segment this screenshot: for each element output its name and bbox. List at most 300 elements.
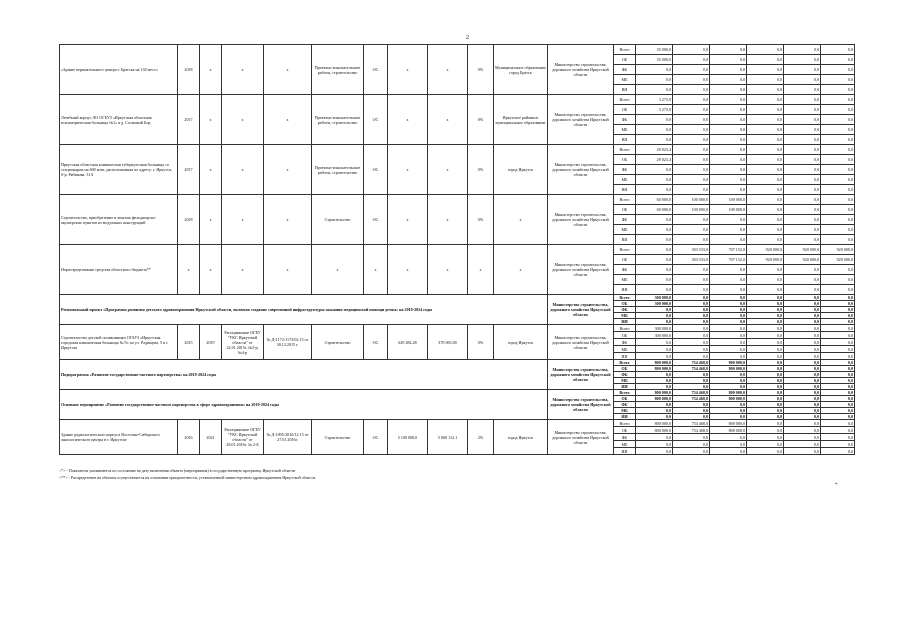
fin-value: 0,0 xyxy=(710,155,747,165)
ministry: Министерство строительства, дорожного хозяйства Иркутской области xyxy=(548,145,614,195)
fin-value: 0,0 xyxy=(821,235,855,245)
fin-value: 920 000,0 xyxy=(747,255,784,265)
fin-value: 0,0 xyxy=(784,275,821,285)
fin-value: 0,0 xyxy=(710,332,747,339)
fin-value: 0,0 xyxy=(710,448,747,455)
fin-value: 0,0 xyxy=(821,105,855,115)
fin-value: 0,0 xyxy=(673,307,710,313)
fin-value: 754 468,0 xyxy=(673,427,710,434)
work-type: х xyxy=(312,245,364,295)
remaining-cost: х xyxy=(428,195,468,245)
fin-value: 0,0 xyxy=(710,295,747,301)
fin-source-label: ИИ xyxy=(614,384,636,390)
fin-value: 0,0 xyxy=(784,165,821,175)
fin-value: 0,0 xyxy=(710,339,747,346)
fin-value: 29 023,4 xyxy=(636,155,673,165)
object-name: Иркутская областная клиническая туберкулезная больница со стационаром на 600 коек, расположенная по адресу: г. Иркутск, б-р. Рябикова, 31А xyxy=(60,145,178,195)
fin-source-label: ФБ xyxy=(614,215,636,225)
fin-value: 0,0 xyxy=(821,360,855,366)
fin-source-label: ИИ xyxy=(614,353,636,360)
fin-value: 0,0 xyxy=(747,353,784,360)
object-name: Лечебный корпус ЛО ОГБУЗ «Иркутская областная психиатрическая больница №1» в д. Сосновый Бор xyxy=(60,95,178,145)
fin-value: 0,0 xyxy=(747,384,784,390)
object-row xyxy=(60,195,855,205)
fin-value: 0,0 xyxy=(636,414,673,420)
fin-value: 0,0 xyxy=(784,301,821,307)
readiness: х xyxy=(468,245,494,295)
fin-value: 0,0 xyxy=(710,135,747,145)
fin-source-label: ФБ xyxy=(614,372,636,378)
fin-value: 0,0 xyxy=(747,346,784,353)
fin-value: 0,0 xyxy=(747,366,784,372)
corner-mark: * xyxy=(835,483,838,488)
fin-value: 0,0 xyxy=(784,390,821,396)
fin-value: 0,0 xyxy=(821,402,855,408)
fin-value: 0,0 xyxy=(747,295,784,301)
fin-value: 0,0 xyxy=(636,85,673,95)
fin-value: 0,0 xyxy=(747,360,784,366)
fin-value: 0,0 xyxy=(636,319,673,325)
fin-value: 0,0 xyxy=(673,384,710,390)
fin-value: 0,0 xyxy=(747,125,784,135)
ministry: Министерство строительства, дорожного хозяйства Иркутской области xyxy=(548,245,614,295)
fin-value: 0,0 xyxy=(821,346,855,353)
fin-value: 0,0 xyxy=(636,225,673,235)
ownership: ОС xyxy=(364,195,388,245)
fin-value: 0,0 xyxy=(710,402,747,408)
fin-value: 0,0 xyxy=(710,378,747,384)
fin-source-label: МБ xyxy=(614,125,636,135)
fin-value: 0,0 xyxy=(747,313,784,319)
fin-source-label: ИИ xyxy=(614,414,636,420)
fin-value: 0,0 xyxy=(710,441,747,448)
fin-value: 0,0 xyxy=(821,175,855,185)
end-year: х xyxy=(200,95,222,145)
fin-source-label: ФБ xyxy=(614,165,636,175)
fin-value: 0,0 xyxy=(784,95,821,105)
work-type: Строительство xyxy=(312,325,364,360)
fin-value: 0,0 xyxy=(821,396,855,402)
fin-value: 0,0 xyxy=(784,448,821,455)
fin-value: 0,0 xyxy=(710,434,747,441)
fin-value: 0,0 xyxy=(636,307,673,313)
fin-value: 0,0 xyxy=(821,408,855,414)
object-name: Строительство, приобретение и монтаж фельдшерско-акушерских пунктов из модульных конструкций xyxy=(60,195,178,245)
ministry: Министерство строительства, дорожного хозяйства Иркутской области xyxy=(548,95,614,145)
fin-value: 300 000,0 xyxy=(636,295,673,301)
fin-value: 0,0 xyxy=(710,55,747,65)
fin-value: 0,0 xyxy=(747,390,784,396)
readiness: 2% xyxy=(468,420,494,455)
fin-value: 29 023,4 xyxy=(636,145,673,155)
municipality: х xyxy=(494,245,548,295)
fin-value: 0,0 xyxy=(784,427,821,434)
object-row xyxy=(60,45,855,55)
design-approval: х xyxy=(222,195,264,245)
fin-value: 0,0 xyxy=(710,285,747,295)
fin-source-label: Всего xyxy=(614,195,636,205)
fin-value: 35 000,0 xyxy=(636,45,673,55)
fin-value: 100 000,0 xyxy=(673,205,710,215)
fin-value: 707 152,0 xyxy=(710,255,747,265)
fin-value: 0,0 xyxy=(784,319,821,325)
fin-value: 0,0 xyxy=(821,265,855,275)
ownership: х xyxy=(364,245,388,295)
fin-value: 0,0 xyxy=(747,205,784,215)
readiness: 0% xyxy=(468,45,494,95)
fin-value: 0,0 xyxy=(673,414,710,420)
fin-value: 0,0 xyxy=(710,75,747,85)
fin-value: 800 000,0 xyxy=(710,427,747,434)
expertise-conclusion: х xyxy=(264,45,312,95)
object-row xyxy=(60,95,855,105)
end-year: х xyxy=(200,195,222,245)
fin-value: 0,0 xyxy=(821,195,855,205)
fin-source-label: Всего xyxy=(614,420,636,427)
fin-value: 0,0 xyxy=(747,285,784,295)
fin-value: 0,0 xyxy=(673,225,710,235)
object-name: Здание радиологического корпуса Восточно-Сибирского онкологического центра в г. Иркутске xyxy=(60,420,178,455)
estimated-cost: х xyxy=(388,245,428,295)
expertise-conclusion: № Д-1172-1173/02.15 от 30.12.2015 г. xyxy=(264,325,312,360)
remaining-cost: х xyxy=(428,245,468,295)
fin-value: 0,0 xyxy=(710,95,747,105)
fin-source-label: ИИ xyxy=(614,448,636,455)
fin-value: 754 468,0 xyxy=(673,420,710,427)
fin-value: 0,0 xyxy=(636,434,673,441)
fin-value: 0,0 xyxy=(673,235,710,245)
fin-value: 0,0 xyxy=(673,295,710,301)
work-type: Строительство xyxy=(312,420,364,455)
fin-value: 0,0 xyxy=(784,65,821,75)
fin-source-label: ВИ xyxy=(614,235,636,245)
fin-value: 0,0 xyxy=(636,275,673,285)
fin-value: 0,0 xyxy=(710,313,747,319)
fin-value: 800 000,0 xyxy=(710,396,747,402)
fin-value: 0,0 xyxy=(673,135,710,145)
readiness: 0% xyxy=(468,95,494,145)
end-year: х xyxy=(200,45,222,95)
fin-value: 100 000,0 xyxy=(710,195,747,205)
fin-source-label: Всего xyxy=(614,245,636,255)
fin-value: 0,0 xyxy=(673,325,710,332)
fin-value: 0,0 xyxy=(747,235,784,245)
fin-value: 0,0 xyxy=(636,339,673,346)
fin-value: 0,0 xyxy=(673,402,710,408)
municipality: город Иркутск xyxy=(494,325,548,360)
fin-source-label: ОБ xyxy=(614,301,636,307)
fin-source-label: Всего xyxy=(614,95,636,105)
start-year: 2017 xyxy=(178,95,200,145)
page-number: 2 xyxy=(466,35,469,41)
fin-value: 0,0 xyxy=(821,155,855,165)
fin-value: 800 000,0 xyxy=(636,420,673,427)
fin-value: 800 000,0 xyxy=(710,390,747,396)
fin-value: 0,0 xyxy=(784,325,821,332)
readiness: 0% xyxy=(468,195,494,245)
fin-value: 0,0 xyxy=(636,135,673,145)
fin-value: 0,0 xyxy=(636,408,673,414)
fin-source-label: ВИ xyxy=(614,135,636,145)
fin-value: 0,0 xyxy=(710,215,747,225)
design-approval: х xyxy=(222,145,264,195)
fin-value: 0,0 xyxy=(673,346,710,353)
fin-source-label: МБ xyxy=(614,346,636,353)
ownership: ОС xyxy=(364,420,388,455)
fin-value: 0,0 xyxy=(710,115,747,125)
fin-value: 0,0 xyxy=(710,185,747,195)
fin-value: 0,0 xyxy=(710,125,747,135)
fin-value: 0,0 xyxy=(821,45,855,55)
fin-value: 0,0 xyxy=(636,402,673,408)
fin-value: 0,0 xyxy=(673,85,710,95)
fin-value: 0,0 xyxy=(747,115,784,125)
fin-value: 0,0 xyxy=(821,115,855,125)
fin-value: 0,0 xyxy=(673,155,710,165)
ministry: Министерство строительства, дорожного хозяйства Иркутской области xyxy=(548,420,614,455)
fin-value: 0,0 xyxy=(636,175,673,185)
design-approval: х xyxy=(222,95,264,145)
fin-value: 0,0 xyxy=(747,45,784,55)
fin-value: 0,0 xyxy=(784,408,821,414)
design-approval: х xyxy=(222,45,264,95)
section-row xyxy=(60,360,855,366)
fin-value: 0,0 xyxy=(821,295,855,301)
fin-value: 800 000,0 xyxy=(710,420,747,427)
fin-value: 0,0 xyxy=(636,255,673,265)
fin-value: 0,0 xyxy=(784,307,821,313)
fin-value: 0,0 xyxy=(747,85,784,95)
fin-value: 60 000,0 xyxy=(636,195,673,205)
fin-value: 0,0 xyxy=(821,85,855,95)
expertise-conclusion: № Д-1005-2016/12.15 от 27.01.2016г. xyxy=(264,420,312,455)
fin-value: 0,0 xyxy=(747,319,784,325)
object-name: «Здание перинатального центра г. Братска на 130 мест» xyxy=(60,45,178,95)
fin-value: 920 000,0 xyxy=(747,245,784,255)
fin-source-label: ФБ xyxy=(614,402,636,408)
object-name: Нераспределенные средства областного бюджета** xyxy=(60,245,178,295)
fin-value: 920 000,0 xyxy=(784,245,821,255)
fin-value: 300 000,0 xyxy=(636,332,673,339)
fin-value: 0,0 xyxy=(673,95,710,105)
fin-value: 0,0 xyxy=(821,378,855,384)
fin-value: 0,0 xyxy=(636,384,673,390)
fin-value: 0,0 xyxy=(673,448,710,455)
fin-value: 0,0 xyxy=(710,45,747,55)
fin-value: 0,0 xyxy=(784,205,821,215)
fin-value: 0,0 xyxy=(636,265,673,275)
fin-value: 0,0 xyxy=(784,45,821,55)
fin-value: 0,0 xyxy=(784,434,821,441)
fin-source-label: Всего xyxy=(614,45,636,55)
design-approval: Распоряжение ОГБУ "УКС Иркутской области" от 22.01.2015г. №3-р, №4-р xyxy=(222,325,264,360)
fin-value: 0,0 xyxy=(710,145,747,155)
expertise-conclusion: х xyxy=(264,95,312,145)
fin-value: 754 468,0 xyxy=(673,360,710,366)
fin-value: 0,0 xyxy=(710,346,747,353)
fin-value: 800 000,0 xyxy=(636,396,673,402)
design-approval: Распоряжение ОГБУ "УКС Иркутской области" от 28.01.2016г. № 2-Б xyxy=(222,420,264,455)
fin-source-label: ОБ xyxy=(614,427,636,434)
fin-value: 0,0 xyxy=(821,441,855,448)
fin-value: 0,0 xyxy=(710,265,747,275)
fin-value: 3 273,9 xyxy=(636,105,673,115)
fin-source-label: ИИ xyxy=(614,319,636,325)
fin-value: 754 468,0 xyxy=(673,390,710,396)
fin-source-label: ВИ xyxy=(614,85,636,95)
fin-value: 0,0 xyxy=(747,434,784,441)
fin-source-label: МБ xyxy=(614,75,636,85)
fin-value: 0,0 xyxy=(747,65,784,75)
ministry: Министерство строительства, дорожного хозяйства Иркутской области xyxy=(548,325,614,360)
fin-source-label: МБ xyxy=(614,175,636,185)
fin-value: 0,0 xyxy=(821,307,855,313)
fin-value: 0,0 xyxy=(821,275,855,285)
fin-value: 0,0 xyxy=(821,55,855,65)
fin-value: 0,0 xyxy=(784,420,821,427)
fin-source-label: ОБ xyxy=(614,105,636,115)
fin-value: 303 533,0 xyxy=(673,245,710,255)
fin-value: 0,0 xyxy=(636,372,673,378)
fin-value: 754 468,0 xyxy=(673,366,710,372)
footnote-2: <**> - Распределение на объекты осуществляется на основании приоритетности, установленной министерством здравоохранения Иркутской области. xyxy=(59,475,316,480)
fin-value: 0,0 xyxy=(821,205,855,215)
fin-value: 0,0 xyxy=(784,265,821,275)
fin-value: 0,0 xyxy=(673,275,710,285)
municipality: Муниципальное образование город Братск xyxy=(494,45,548,95)
fin-value: 0,0 xyxy=(784,285,821,295)
remaining-cost: 5 069 112,1 xyxy=(428,420,468,455)
fin-source-label: ФБ xyxy=(614,339,636,346)
fin-value: 0,0 xyxy=(636,185,673,195)
estimated-cost: х xyxy=(388,45,428,95)
object-row xyxy=(60,145,855,155)
fin-value: 0,0 xyxy=(747,265,784,275)
fin-value: 0,0 xyxy=(784,115,821,125)
fin-value: 0,0 xyxy=(821,95,855,105)
fin-value: 0,0 xyxy=(784,353,821,360)
fin-source-label: ОБ xyxy=(614,255,636,265)
fin-value: 0,0 xyxy=(636,215,673,225)
fin-value: 0,0 xyxy=(821,353,855,360)
fin-value: 0,0 xyxy=(784,85,821,95)
fin-value: 0,0 xyxy=(747,448,784,455)
fin-value: 0,0 xyxy=(747,165,784,175)
fin-value: 0,0 xyxy=(784,295,821,301)
fin-value: 0,0 xyxy=(747,95,784,105)
fin-source-label: МБ xyxy=(614,275,636,285)
fin-value: 0,0 xyxy=(784,145,821,155)
fin-value: 800 000,0 xyxy=(636,390,673,396)
fin-value: 0,0 xyxy=(747,215,784,225)
ministry: Министерство строительства, дорожного хозяйства Иркутской области xyxy=(548,360,614,390)
fin-value: 920 000,0 xyxy=(821,255,855,265)
fin-value: 0,0 xyxy=(747,427,784,434)
fin-source-label: ФБ xyxy=(614,115,636,125)
fin-value: 920 000,0 xyxy=(821,245,855,255)
fin-value: 0,0 xyxy=(673,339,710,346)
fin-value: 0,0 xyxy=(784,125,821,135)
section-title: Подпрограмма «Развитие государственно-частного партнерства» на 2019-2024 годы xyxy=(60,360,548,390)
expertise-conclusion: х xyxy=(264,195,312,245)
ownership: ОС xyxy=(364,325,388,360)
fin-value: 100 000,0 xyxy=(673,195,710,205)
fin-value: 0,0 xyxy=(821,372,855,378)
fin-value: 0,0 xyxy=(710,301,747,307)
fin-value: 0,0 xyxy=(747,105,784,115)
municipality: Иркутское районное муниципальное образование xyxy=(494,95,548,145)
fin-value: 0,0 xyxy=(710,414,747,420)
fin-value: 0,0 xyxy=(747,195,784,205)
fin-value: 0,0 xyxy=(710,325,747,332)
end-year: 2019 xyxy=(200,325,222,360)
ministry: Министерство строительства, дорожного хозяйства Иркутской области xyxy=(548,195,614,245)
start-year: 2017 xyxy=(178,145,200,195)
ownership: ОС xyxy=(364,145,388,195)
fin-value: 0,0 xyxy=(673,75,710,85)
fin-value: 800 000,0 xyxy=(710,366,747,372)
fin-value: 0,0 xyxy=(710,408,747,414)
estimated-cost: х xyxy=(388,95,428,145)
fin-value: 707 152,0 xyxy=(710,245,747,255)
readiness: 0% xyxy=(468,325,494,360)
fin-value: 35 000,0 xyxy=(636,55,673,65)
fin-source-label: ФБ xyxy=(614,434,636,441)
start-year: 2015 xyxy=(178,325,200,360)
fin-value: 0,0 xyxy=(636,235,673,245)
fin-value: 0,0 xyxy=(821,366,855,372)
fin-value: 0,0 xyxy=(673,265,710,275)
fin-value: 0,0 xyxy=(821,339,855,346)
fin-value: 0,0 xyxy=(673,332,710,339)
fin-value: 0,0 xyxy=(673,45,710,55)
fin-value: 0,0 xyxy=(747,441,784,448)
fin-source-label: ОБ xyxy=(614,55,636,65)
fin-value: 100 000,0 xyxy=(710,205,747,215)
start-year: х xyxy=(178,245,200,295)
fin-value: 3 273,9 xyxy=(636,95,673,105)
fin-value: 0,0 xyxy=(673,215,710,225)
fin-source-label: ОБ xyxy=(614,332,636,339)
estimated-cost: х xyxy=(388,195,428,245)
fin-value: 920 000,0 xyxy=(784,255,821,265)
fin-value: 0,0 xyxy=(636,65,673,75)
fin-value: 0,0 xyxy=(784,414,821,420)
estimated-cost: 629 482,28 xyxy=(388,325,428,360)
fin-source-label: Всего xyxy=(614,295,636,301)
fin-value: 0,0 xyxy=(784,332,821,339)
fin-source-label: МБ xyxy=(614,378,636,384)
remaining-cost: 370 065,00 xyxy=(428,325,468,360)
fin-source-label: ОБ xyxy=(614,366,636,372)
fin-value: 0,0 xyxy=(784,225,821,235)
fin-value: 0,0 xyxy=(747,402,784,408)
fin-value: 0,0 xyxy=(747,185,784,195)
fin-value: 0,0 xyxy=(673,175,710,185)
fin-source-label: МБ xyxy=(614,408,636,414)
fin-value: 0,0 xyxy=(784,185,821,195)
work-type: Проектно-изыскательские работы, строительство xyxy=(312,145,364,195)
end-year: х xyxy=(200,145,222,195)
fin-value: 0,0 xyxy=(747,378,784,384)
end-year: х xyxy=(200,245,222,295)
fin-value: 0,0 xyxy=(821,135,855,145)
ownership: ОС xyxy=(364,45,388,95)
fin-value: 0,0 xyxy=(710,175,747,185)
fin-value: 0,0 xyxy=(636,245,673,255)
estimated-cost: 5 100 000,0 xyxy=(388,420,428,455)
fin-value: 0,0 xyxy=(821,285,855,295)
